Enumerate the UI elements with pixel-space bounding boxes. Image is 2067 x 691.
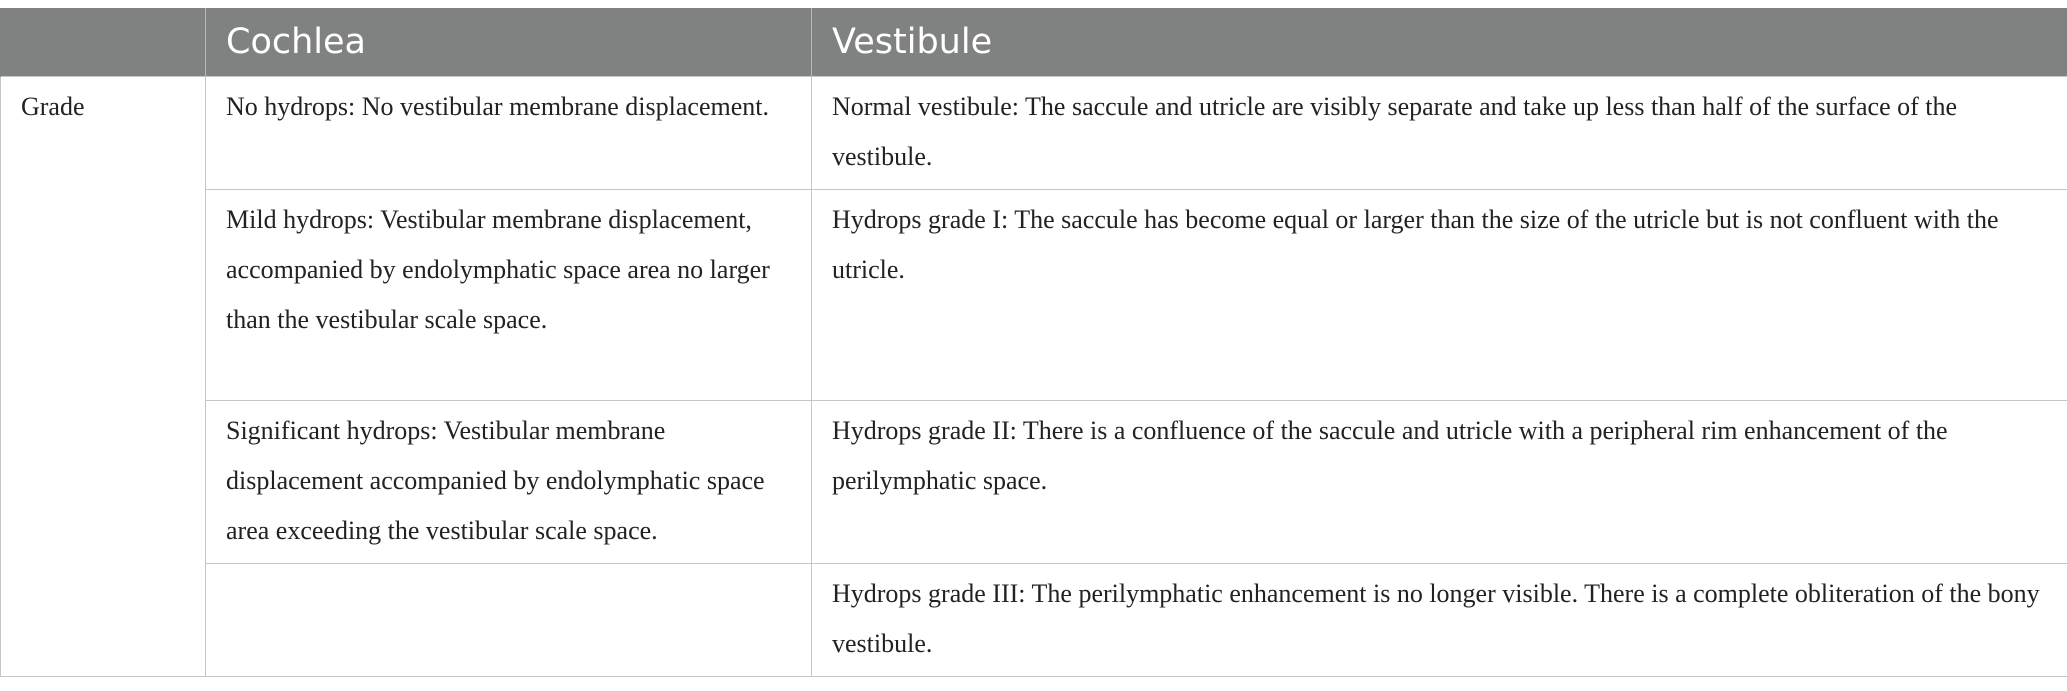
table-row	[1, 76, 2067, 189]
cochlea-cell-empty	[206, 563, 812, 676]
cochlea-cell: No hydrops: No vestibular membrane displacement.	[206, 76, 812, 189]
header-vestibule: Vestibule	[812, 8, 2067, 76]
vestibule-cell: Hydrops grade II: There is a confluence of the saccule and utricle with a peripheral rim enhancement of the perilymphatic space.	[812, 400, 2067, 563]
table-row	[1, 189, 2067, 400]
vestibule-cell: Hydrops grade III: The perilymphatic enhancement is no longer visible. There is a complete obliteration of the bony vestibule.	[812, 563, 2067, 676]
table-header	[1, 8, 2067, 76]
grade-label-cell: Grade	[1, 76, 206, 676]
cochlea-cell: Mild hydrops: Vestibular membrane displacement, accompanied by endolymphatic space area no larger than the vestibular scale space.	[206, 189, 812, 400]
grading-table-container	[0, 8, 2067, 677]
table-row	[1, 563, 2067, 676]
header-empty-cell	[1, 8, 206, 76]
hydrops-grading-table	[0, 8, 2067, 677]
vestibule-cell: Normal vestibule: The saccule and utricle are visibly separate and take up less than half of the surface of the vestibule.	[812, 76, 2067, 189]
table-row	[1, 400, 2067, 563]
header-cochlea: Cochlea	[206, 8, 812, 76]
table-body	[1, 76, 2067, 676]
vestibule-cell: Hydrops grade I: The saccule has become equal or larger than the size of the utricle but is not confluent with the utricle.	[812, 189, 2067, 400]
header-row	[1, 8, 2067, 76]
cochlea-cell: Significant hydrops: Vestibular membrane displacement accompanied by endolymphatic space area exceeding the vestibular scale space.	[206, 400, 812, 563]
